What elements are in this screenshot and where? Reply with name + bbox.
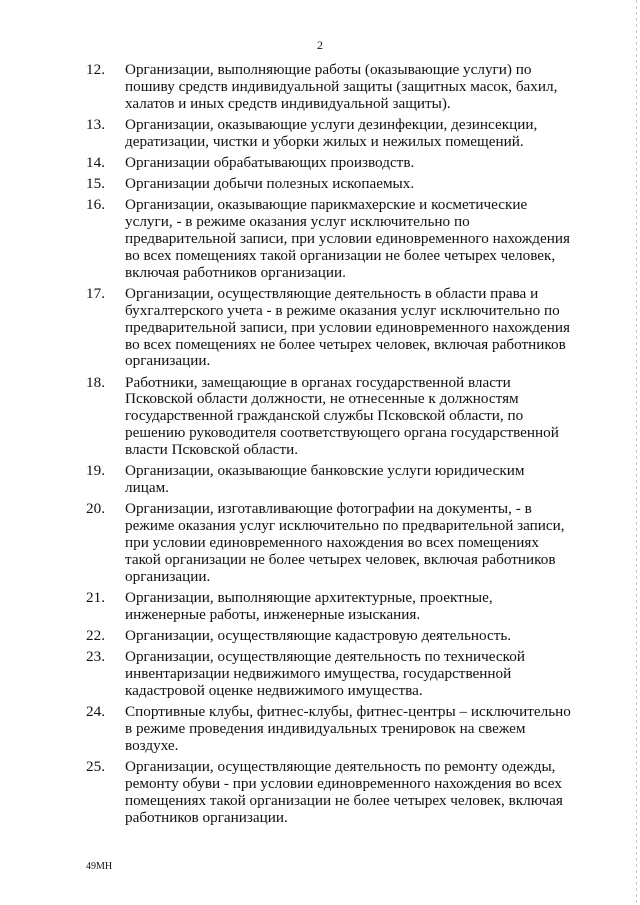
list-item: [86, 649, 606, 700]
item-text-line: работников организации.: [125, 808, 288, 826]
item-text-line: дератизации, чистки и уборки жилых и нежилых помещений.: [125, 132, 524, 150]
item-text: [125, 590, 606, 624]
item-text: [125, 62, 606, 113]
list-item: [86, 501, 606, 586]
item-text-line: Организации добычи полезных ископаемых.: [125, 175, 415, 192]
item-text-line: Организации, осуществляющие деятельность по ремонту одежды,: [125, 757, 556, 775]
item-text-line: Организации, осуществляющие деятельность в области права и: [125, 284, 539, 302]
item-text-line: Организации, осуществляющие кадастровую деятельность.: [125, 626, 512, 644]
item-text: [125, 628, 606, 645]
item-text-line: Организации обрабатывающих производств.: [125, 153, 415, 171]
item-text: [125, 759, 606, 827]
list-item: [86, 117, 606, 151]
list-item: [86, 759, 606, 827]
item-number: 23.: [86, 648, 105, 666]
item-text-line: Организации, оказывающие парикмахерские и косметические: [125, 196, 528, 214]
item-text-line: Организации, оказывающие услуги дезинфекции, дезинсекции,: [125, 115, 538, 133]
item-text-line: Организации, оказывающие банковские услуги юридическим: [125, 462, 525, 480]
item-text: [125, 117, 606, 151]
item-text-line: государственной гражданской службы Псковской области, по: [125, 407, 524, 425]
item-number: 15.: [86, 175, 105, 192]
item-text: [125, 649, 606, 700]
item-text-line: Спортивные клубы, фитнес-клубы, фитнес-центры – исключительно: [125, 702, 571, 720]
item-text: [125, 176, 606, 193]
item-text-line: предварительной записи, при условии единовременного нахождения: [125, 229, 570, 247]
numbered-list: [86, 62, 606, 831]
item-text-line: услуги, - в режиме оказания услуг исключительно по: [125, 213, 470, 230]
item-text: [125, 375, 606, 460]
item-text-line: пошиву средств индивидуальной защиты (защитных масок, бахил,: [125, 77, 558, 95]
item-text-line: лицам.: [125, 479, 169, 497]
item-text-line: воздухе.: [125, 736, 179, 754]
item-text-line: ремонту обуви - при условии единовременного нахождения во всех: [125, 774, 562, 792]
item-text-line: во всех помещениях не более четырех человек, включая работников: [125, 335, 566, 353]
item-text-line: организации.: [125, 352, 211, 370]
item-number: 18.: [86, 373, 105, 391]
item-text-line: инвентаризации недвижимого имущества, государственной: [125, 664, 512, 682]
item-text-line: Организации, изготавливающие фотографии на документы, - в: [125, 500, 532, 518]
item-text-line: Организации, выполняющие работы (оказывающие услуги) по: [125, 61, 532, 78]
item-text-line: Организации, осуществляющие деятельность по технической: [125, 648, 525, 666]
list-item: [86, 197, 606, 282]
item-text: [125, 704, 606, 755]
item-text-line: бухгалтерского учета - в режиме оказания услуг исключительно по: [125, 301, 560, 319]
item-text-line: кадастровой оценке недвижимого имущества.: [125, 681, 423, 699]
item-text-line: режиме оказания услуг исключительно по предварительной записи,: [125, 517, 565, 535]
item-text-line: Работники, замещающие в органах государственной власти: [125, 373, 511, 391]
item-text-line: во всех помещениях такой организации не более четырех человек,: [125, 246, 556, 264]
item-number: 24.: [86, 702, 105, 720]
item-text-line: Псковской области должности, не отнесенные к должностям: [125, 390, 519, 408]
item-number: 19.: [86, 462, 105, 480]
item-text-line: в режиме проведения индивидуальных тренировок на свежем: [125, 719, 526, 737]
list-item: [86, 286, 606, 371]
list-item: [86, 155, 606, 172]
item-text-line: помещениях такой организации не более четырех человек, включая: [125, 791, 563, 809]
item-number: 12.: [86, 61, 105, 78]
item-text: [125, 501, 606, 586]
scan-edge-line: [636, 0, 637, 905]
item-text: [125, 197, 606, 282]
list-item: [86, 628, 606, 645]
list-item: [86, 590, 606, 624]
list-item: [86, 704, 606, 755]
item-text-line: решению руководителя соответствующего органа государственной: [125, 424, 559, 442]
item-text-line: предварительной записи, при условии единовременного нахождения: [125, 318, 570, 336]
item-text-line: Организации, выполняющие архитектурные, проектные,: [125, 588, 493, 606]
list-item: [86, 62, 606, 113]
item-number: 16.: [86, 196, 105, 214]
item-number: 25.: [86, 757, 105, 775]
item-text-line: при условии единовременного нахождения во всех помещениях: [125, 534, 539, 552]
item-number: 22.: [86, 626, 105, 644]
list-item: [86, 463, 606, 497]
item-text: [125, 286, 606, 371]
item-number: 14.: [86, 153, 105, 171]
item-text: [125, 155, 606, 172]
item-text-line: организации.: [125, 567, 211, 585]
item-text-line: инженерные работы, инженерные изыскания.: [125, 605, 421, 623]
item-text-line: халатов и иных средств индивидуальной защиты).: [125, 94, 451, 112]
list-item: [86, 375, 606, 460]
item-number: 20.: [86, 500, 105, 518]
footer-document-code: 49МН: [86, 861, 113, 872]
page-number: 2: [317, 38, 323, 52]
item-text-line: такой организации не более четырех человек, включая работников: [125, 550, 556, 568]
item-text-line: власти Псковской области.: [125, 441, 299, 459]
item-number: 17.: [86, 284, 105, 302]
item-number: 21.: [86, 588, 105, 606]
list-item: [86, 176, 606, 193]
item-number: 13.: [86, 115, 105, 133]
item-text: [125, 463, 606, 497]
item-text-line: включая работников организации.: [125, 263, 346, 281]
